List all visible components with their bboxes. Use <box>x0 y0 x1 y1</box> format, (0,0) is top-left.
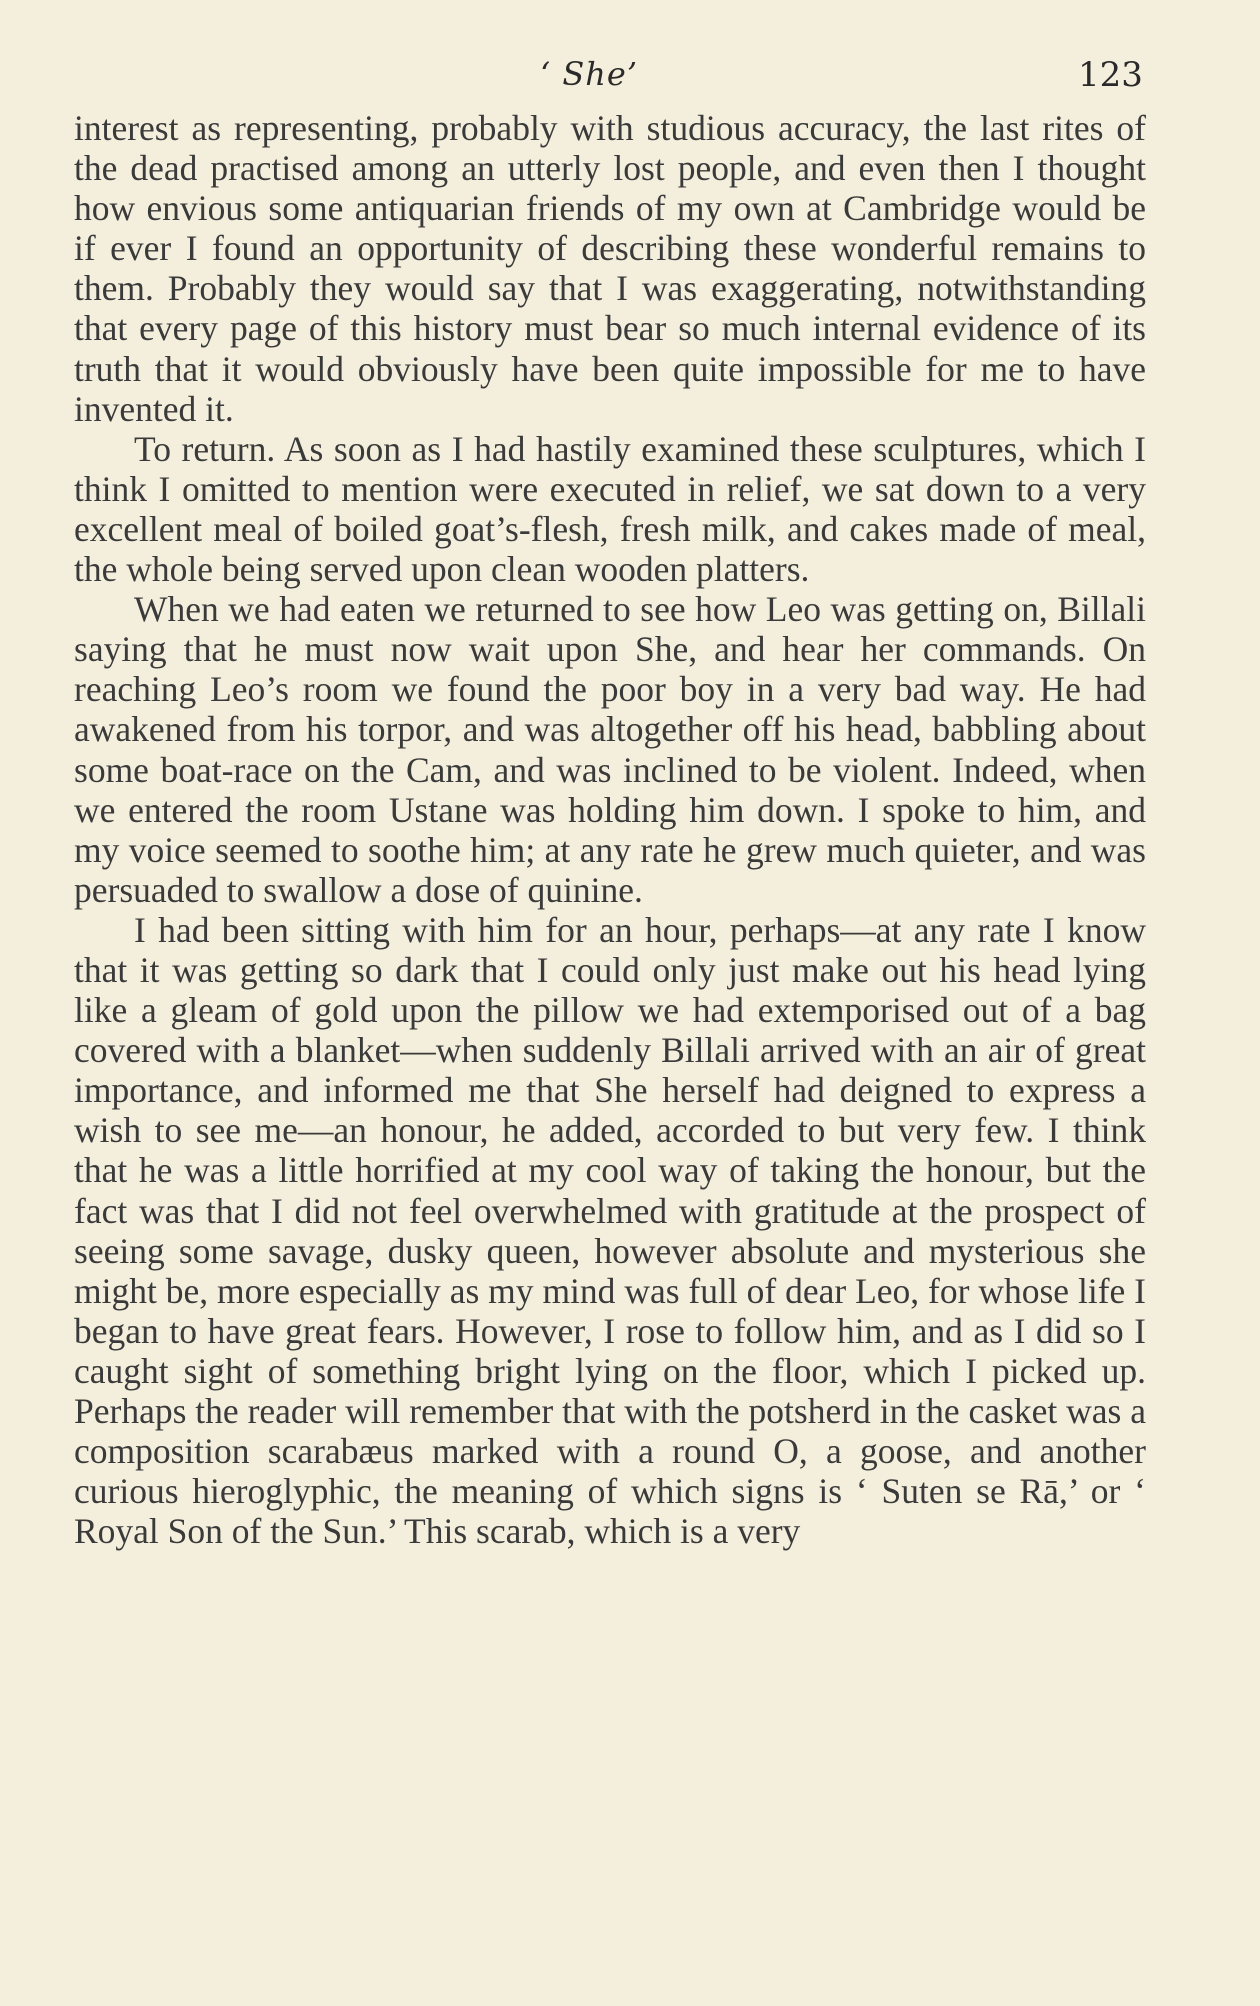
paragraph: interest as representing, probably with studious accuracy, the last rites of the dead practised among an utterly lost people, and even then I thought how envious some antiquarian friends of my own at Cambridge would be if ever I found an opportunity of describing these wonderful remains to them. Probably they would say that I was exaggerating, notwithstanding that every page of this history must bear so much internal evidence of its truth that it would obviously have been quite impossible for me to have invented it. <box>74 108 1146 429</box>
body-text <box>74 108 1146 1551</box>
paragraph: To return. As soon as I had hastily examined these sculptures, which I think I omitted to mention were executed in relief, we sat down to a very excellent meal of boiled goat’s-flesh, fresh milk, and cakes made of meal, the whole being served upon clean wooden platters. <box>74 428 1146 590</box>
page-number: 123 <box>1078 55 1143 95</box>
paragraph: When we had eaten we returned to see how Leo was getting on, Billali saying that he must now wait upon She, and hear her commands. On reaching Leo’s room we found the poor boy in a very bad way. He had awakened from his torpor, and was altogether off his head, babbling about some boat-race on the Cam, and was inclined to be violent. Indeed, when we entered the room Ustane was holding him down. I spoke to him, and my voice seemed to soothe him; at any rate he grew much quieter, and was persuaded to swallow a dose of quinine. <box>74 589 1146 910</box>
paragraph: I had been sitting with him for an hour, perhaps—at any rate I know that it was getting so dark that I could only just make out his head lying like a gleam of gold upon the pillow we had extemporised out of a bag covered with a blanket—when suddenly Billali arrived with an air of great importance, and informed me that She herself had deigned to express a wish to see me—an honour, he added, accorded to but very few. I think that he was a little horrified at my cool way of taking the honour, but the fact was that I did not feel overwhelmed with gratitude at the prospect of seeing some savage, dusky queen, however absolute and mysterious she might be, more especially as my mind was full of dear Leo, for whose life I began to have great fears. However, I rose to follow him, and as I did so I caught sight of something bright lying on the floor, which I picked up. Perhaps the reader will remember that with the potsherd in the casket was a composition scarabæus marked with a round O, a goose, and another curious hieroglyphic, the meaning of which signs is ‘ Suten se Rā,’ or ‘ Royal Son of the Sun.’ This scarab, which is a very <box>74 909 1146 1552</box>
running-title: ‘ She’ <box>540 55 638 93</box>
